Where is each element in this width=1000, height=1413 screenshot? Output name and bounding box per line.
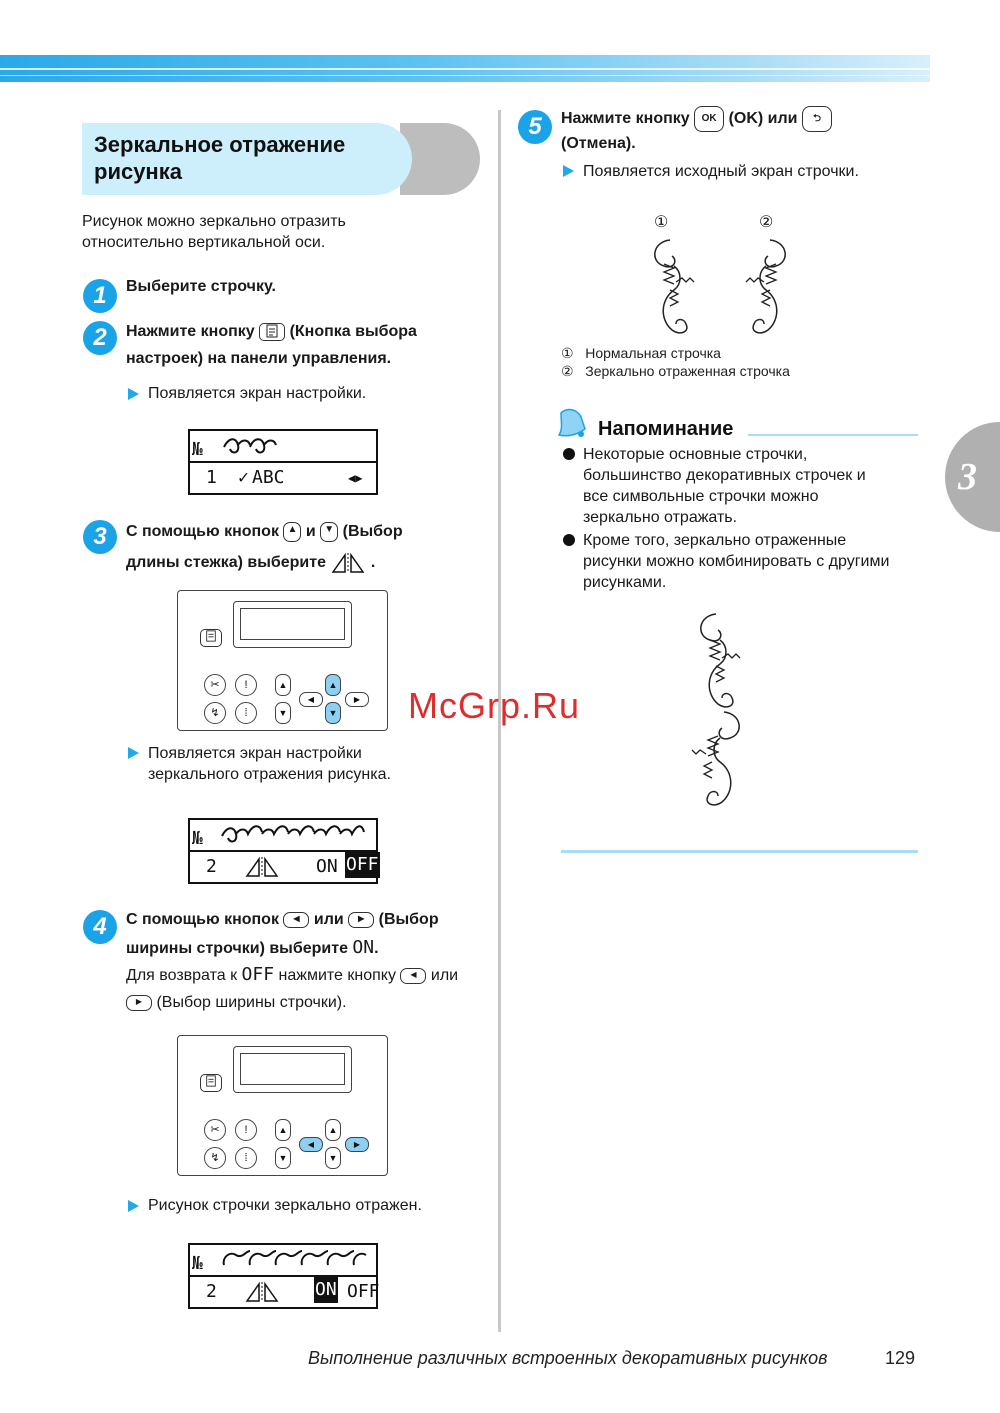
left-arrow-icon: ◀ [283,912,309,928]
result-arrow-icon [128,747,139,759]
title-shadow [400,123,480,195]
lcd1-check-icon: ✓ [238,467,249,488]
right-arrow-icon: ▶ [126,995,152,1011]
svg-text:№: № [192,828,203,849]
lcd2-on-label: ON [316,856,338,877]
panel2-width-up-button[interactable]: ▲ [275,1119,291,1141]
reminder-bullet-1 [563,448,575,460]
ok-icon: OK [694,106,724,132]
page-number: 129 [885,1348,916,1368]
control-panel-2 [177,1035,388,1176]
panel1-needle-button[interactable]: ! [235,674,257,696]
step2-text: Нажмите кнопку (Кнопка выбора настроек) на панели управления. [126,323,417,367]
lcd2-pattern-number: 2 [206,856,217,877]
panel2-screen [233,1046,352,1093]
settings-icon [259,323,285,341]
right-arrow-icon: ▶ [348,912,374,928]
back-icon: ⮌ [802,106,832,132]
result-arrow-icon [563,165,574,177]
step4-text: С помощью кнопок ◀ или ▶ (Выбор ширины строчки) выберите ON. [126,911,439,958]
bell-icon [555,407,589,439]
step5-number: 5 [518,110,552,144]
chapter-number: 3 [958,456,977,498]
panel1-length-down-button[interactable]: ▼ [325,702,341,724]
panel2-settings-button[interactable] [200,1074,222,1092]
panel2-width-down-button[interactable]: ▼ [275,1147,291,1169]
svg-text:№: № [192,1253,203,1274]
lcd3-on-label: ON [314,1277,338,1303]
lcd2-mirror-icon [244,856,280,878]
lcd1-left-right-icon: ◀▶ [348,471,363,485]
step5-text: Нажмите кнопку OK (OK) или ⮌ (Отмена). [561,106,921,156]
combined-stitch-figure [690,610,750,810]
footer-text: Выполнение различных встроенных декоративных рисунков [308,1348,828,1368]
step3-result: Появляется экран настройки зеркального отражения рисунка. [148,745,391,783]
lcd1-pattern-number: 1 [206,467,217,488]
left-arrow-icon: ◀ [400,968,426,984]
panel2-reinforce-button[interactable]: ⁞ [235,1147,257,1169]
step5-result: Появляется исходный экран строчки. [583,163,859,180]
reminder-end-line [561,850,918,853]
panel1-reinforce-button[interactable]: ⁞ [235,702,257,724]
lcd3-pattern-number: 2 [206,1281,217,1302]
figure-mark-2: ② [759,214,774,231]
reminder-bullet-2 [563,534,575,546]
lcd-screen-2 [188,818,378,884]
lcd3-mirror-icon [244,1281,280,1303]
panel2-reverse-button[interactable]: ↯ [204,1147,226,1169]
panel1-screen [233,601,352,648]
step3-number: 3 [83,520,117,554]
lcd3-off-label: OFF [347,1281,380,1302]
reminder-title: Напоминание [598,418,734,440]
panel1-settings-button[interactable] [200,629,222,647]
control-panel-1 [177,590,388,731]
svg-text:№: № [192,439,203,460]
step4-number: 4 [83,910,117,944]
panel2-left-button[interactable]: ◀ [299,1137,323,1152]
result-arrow-icon [128,388,139,400]
panel2-length-up-button[interactable]: ▲ [325,1119,341,1141]
panel1-cut-button[interactable]: ✂ [204,674,226,696]
page-title: Зеркальное отражение рисунка [94,132,346,184]
stitch-figure [640,236,800,338]
intro-text: Рисунок можно зеркально отразить относительно вертикальной оси. [82,213,346,251]
figure-mark-1: ① [654,214,669,231]
panel1-reverse-button[interactable]: ↯ [204,702,226,724]
reminder-text-1: Некоторые основные строчки, большинство декоративных строчек и все символьные строчки можно зеркально отражать. [583,446,866,526]
step1-text: Выберите строчку. [126,278,276,295]
step1-number: 1 [83,279,117,313]
down-arrow-icon: ▼ [320,522,338,542]
reminder-text-2: Кроме того, зеркально отраженные рисунки можно комбинировать с другими рисунками. [583,532,890,591]
panel2-cut-button[interactable]: ✂ [204,1119,226,1141]
panel2-length-down-button[interactable]: ▼ [325,1147,341,1169]
result-arrow-icon [128,1200,139,1212]
step3-text: С помощью кнопок ▲ и ▼ (Выбор длины стежка) выберите . [126,516,496,578]
panel1-width-up-button[interactable]: ▲ [275,674,291,696]
panel1-left-button[interactable]: ◀ [299,692,323,707]
panel1-width-down-button[interactable]: ▼ [275,702,291,724]
header-band [0,55,930,82]
step4-result: Рисунок строчки зеркально отражен. [148,1197,422,1214]
panel2-right-button[interactable]: ▶ [345,1137,369,1152]
lcd1-label: ABC [252,467,285,488]
mirror-icon [330,552,366,574]
lcd-screen-3 [188,1243,378,1309]
panel2-needle-button[interactable]: ! [235,1119,257,1141]
panel1-right-button[interactable]: ▶ [345,692,369,707]
figure-captions: ① Нормальная строчка ② Зеркально отраженная строчка [561,345,790,379]
step2-number: 2 [83,321,117,355]
watermark: McGrp.Ru [408,685,581,726]
step4-return-text: Для возврата к OFF нажмите кнопку ◀ или ▶ (Выбор ширины строчки). [126,964,459,1011]
panel1-length-up-button[interactable]: ▲ [325,674,341,696]
lcd-screen-1 [188,429,378,495]
up-arrow-icon: ▲ [283,522,301,542]
reminder-line [748,434,918,436]
step2-result: Появляется экран настройки. [148,385,367,402]
lcd2-off-label: OFF [345,852,380,878]
